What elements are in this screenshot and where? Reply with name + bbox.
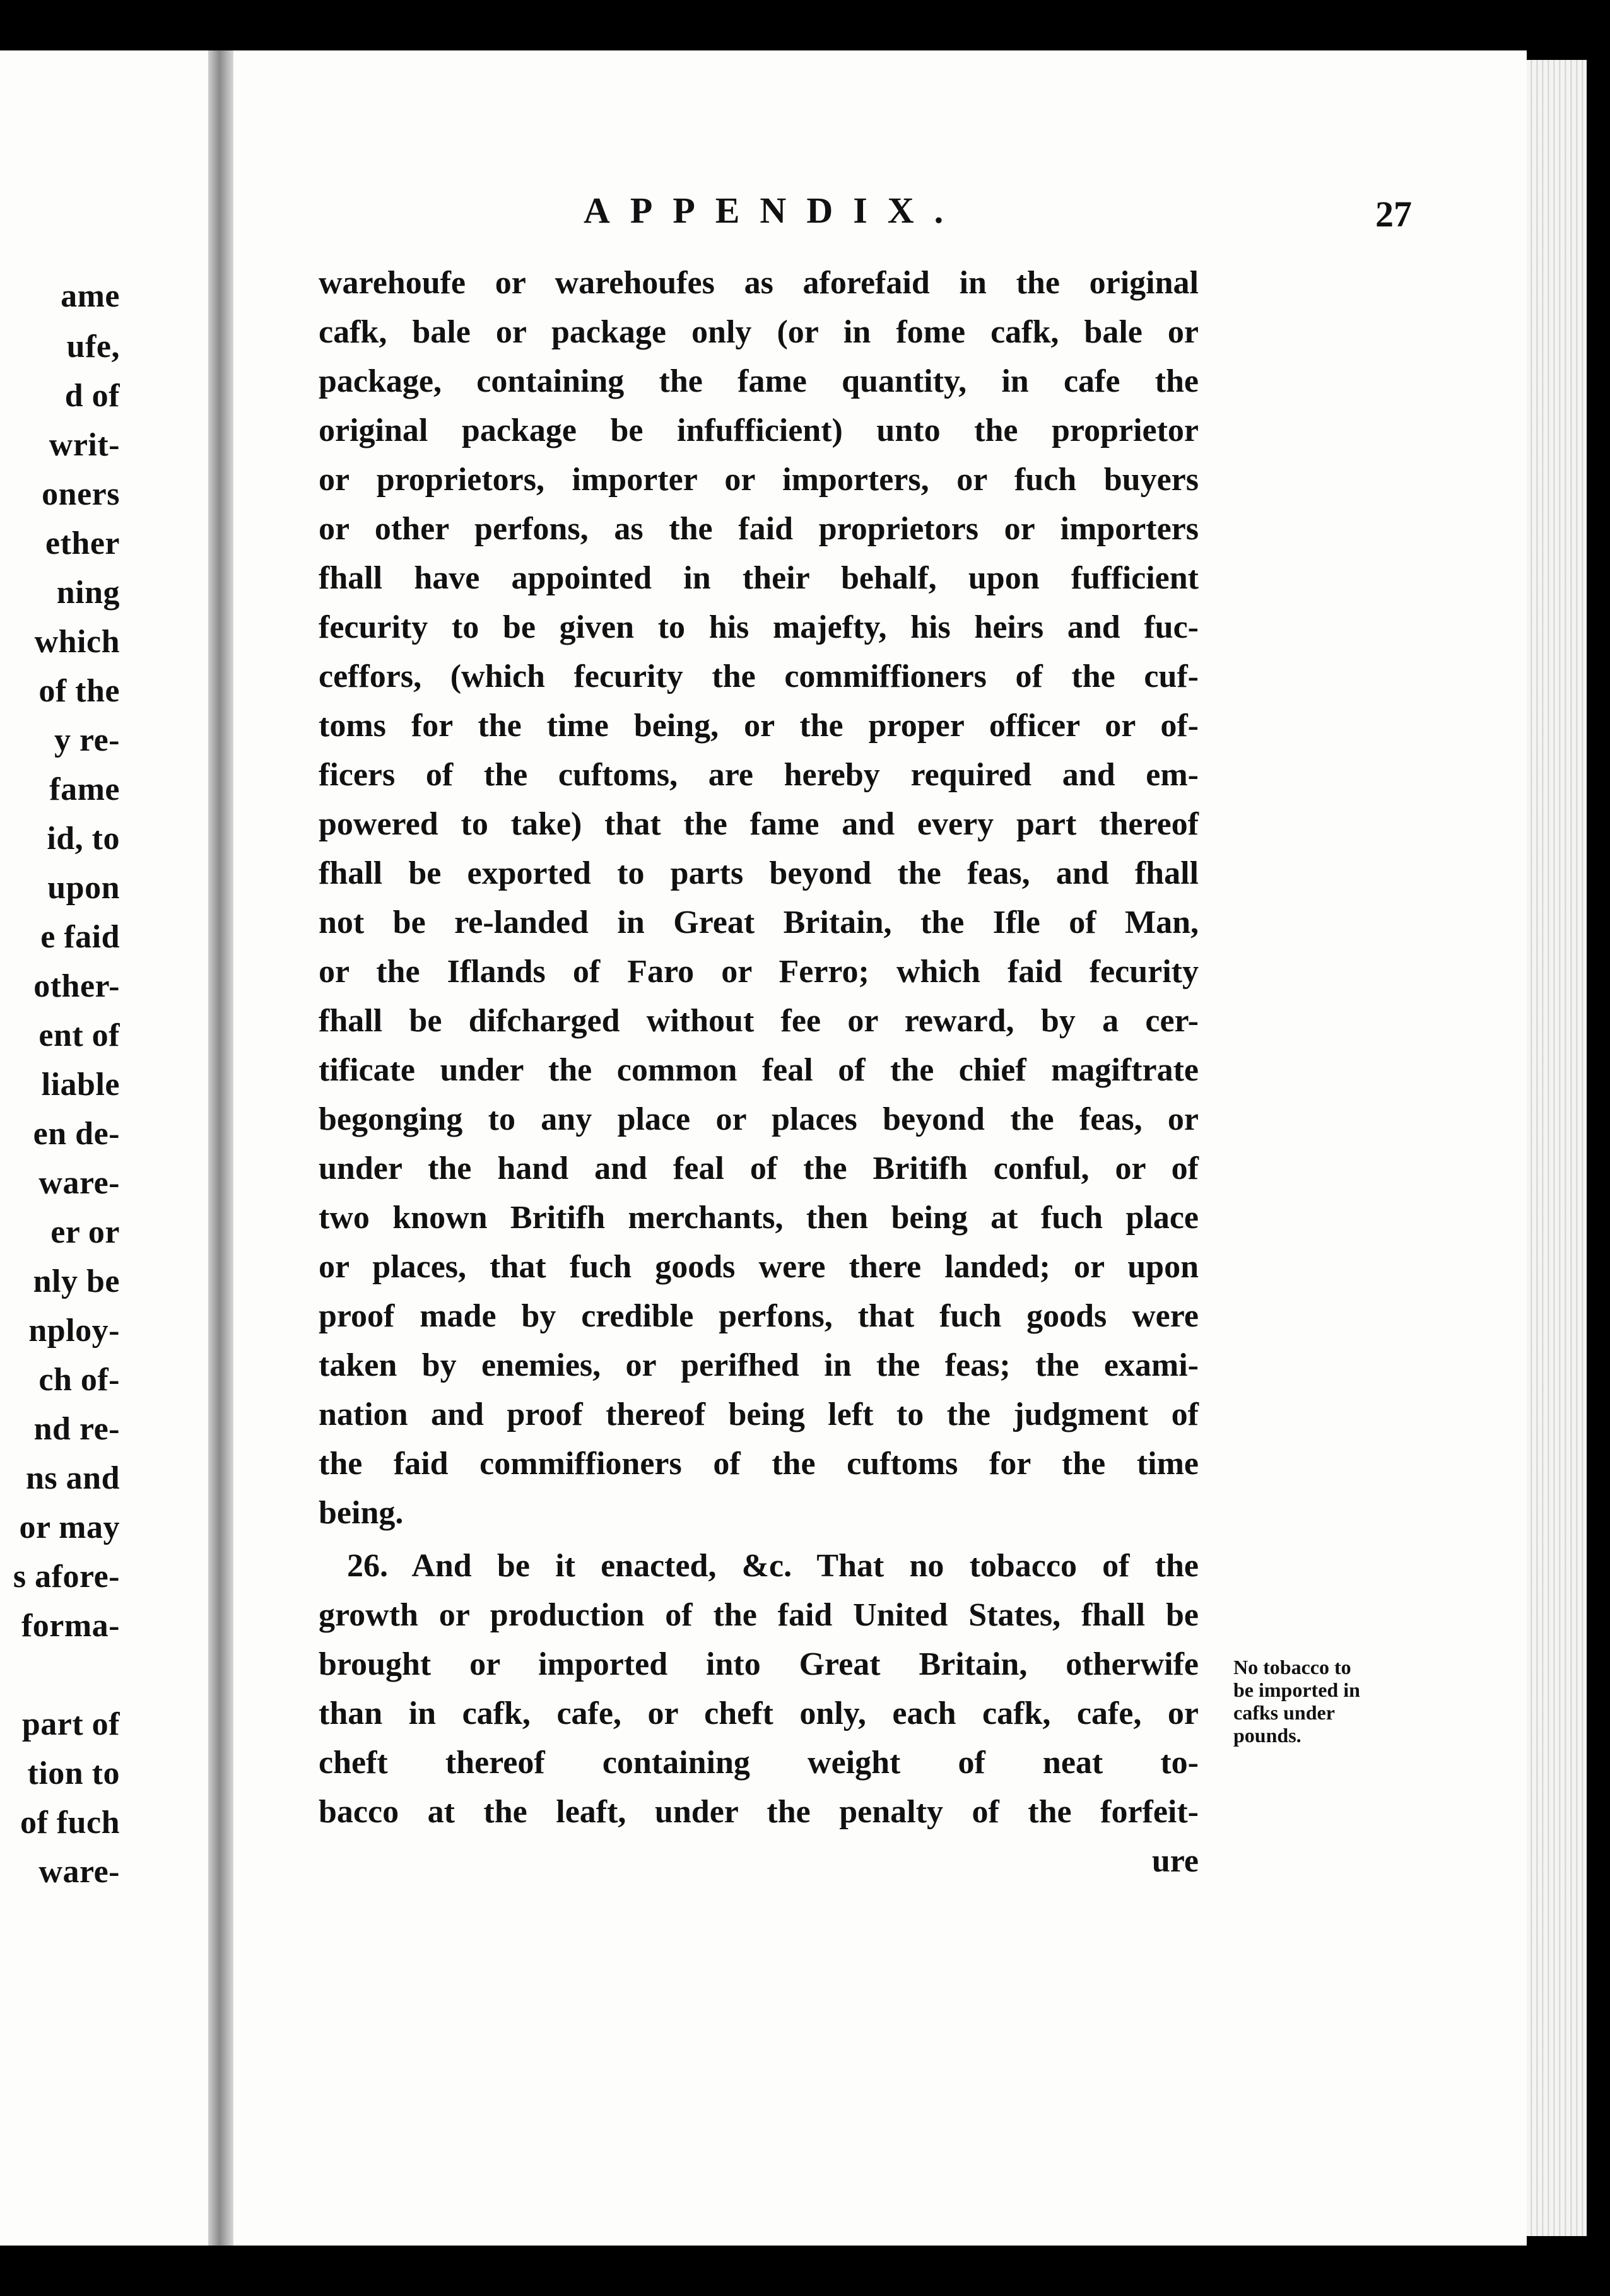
text-line: fhall be exported to parts beyond the feas, and fhall xyxy=(319,855,1199,891)
left-page-line: ufe, xyxy=(66,329,120,365)
text-line: than in cafk, cafe, or cheft only, each cafk, cafe, or xyxy=(319,1696,1199,1731)
text-line: toms for the time being, or the proper officer or of- xyxy=(319,708,1199,744)
left-page-line: or may xyxy=(19,1509,120,1545)
left-page-line: e faid xyxy=(40,919,120,955)
text-line: or places, that fuch goods were there landed; or upon xyxy=(319,1249,1199,1285)
page-number: 27 xyxy=(1375,194,1412,235)
book-gutter xyxy=(208,50,233,2246)
text-line: 26. And be it enacted, &c. That no tobacco of the xyxy=(347,1548,1199,1584)
text-line: being. xyxy=(319,1495,404,1531)
left-page-line: other- xyxy=(33,968,120,1004)
text-line: or proprietors, importer or importers, or fuch buyers xyxy=(319,462,1199,498)
text-line: begonging to any place or places beyond the feas, or xyxy=(319,1101,1199,1137)
facing-left-page xyxy=(0,50,208,2246)
left-page-line: upon xyxy=(47,870,120,906)
left-page-line: which xyxy=(34,624,120,660)
left-page-line: nploy- xyxy=(28,1313,120,1349)
marginal-note xyxy=(1233,1656,1442,1747)
text-line: fhall be difcharged without fee or reward, by a cer- xyxy=(319,1003,1199,1039)
left-page-line: oners xyxy=(42,476,120,512)
text-line: bacco at the leaft, under the penalty of the forfeit- xyxy=(319,1794,1199,1830)
running-head xyxy=(233,189,1527,246)
text-line: taken by enemies, or perifhed in the feas; the exami- xyxy=(319,1347,1199,1383)
text-line: warehoufe or warehoufes as aforefaid in the original xyxy=(319,265,1199,301)
text-line: under the hand and feal of the Britifh conful, or of xyxy=(319,1151,1199,1186)
left-page-line: d of xyxy=(64,378,120,414)
left-page-line: nly be xyxy=(33,1263,120,1299)
left-page-line: writ- xyxy=(49,427,120,463)
text-line: ceffors, (which fecurity the commiffioners of the cuf- xyxy=(319,659,1199,694)
left-page-line: of the xyxy=(38,673,120,709)
left-page-line: ether xyxy=(45,525,120,561)
left-page-line: nd re- xyxy=(33,1411,120,1447)
left-page-line: en de- xyxy=(33,1116,120,1152)
page-edges xyxy=(1527,60,1587,2236)
left-page-line: tion to xyxy=(27,1755,120,1791)
text-line: fhall have appointed in their behalf, upon fufficient xyxy=(319,560,1199,596)
text-line: not be re-landed in Great Britain, the Ifle of Man, xyxy=(319,905,1199,940)
right-page xyxy=(233,50,1527,2246)
text-line: or other perfons, as the faid proprietors or importers xyxy=(319,511,1199,547)
left-page-line: forma- xyxy=(21,1608,120,1644)
text-line: two known Britifh merchants, then being at fuch place xyxy=(319,1200,1199,1236)
running-title: APPENDIX. xyxy=(584,190,964,231)
marginal-note-line: be imported in xyxy=(1233,1678,1360,1701)
left-page-line: ch of- xyxy=(38,1362,120,1398)
text-line: the faid commiffioners of the cuftoms for the time xyxy=(319,1446,1199,1482)
left-page-line: id, to xyxy=(47,821,120,857)
marginal-note-line: No tobacco to xyxy=(1233,1656,1351,1678)
left-page-line: of fuch xyxy=(20,1805,120,1841)
text-line: proof made by credible perfons, that fuch goods were xyxy=(319,1298,1199,1334)
left-page-line: ent of xyxy=(38,1017,120,1053)
left-page-line: s afore- xyxy=(13,1559,120,1595)
left-page-line: y re- xyxy=(54,722,120,758)
left-page-line: liable xyxy=(41,1067,120,1103)
text-line: nation and proof thereof being left to the judgment of xyxy=(319,1397,1199,1432)
text-line: fecurity to be given to his majefty, his heirs and fuc- xyxy=(319,609,1199,645)
left-page-line: ware- xyxy=(38,1854,120,1890)
left-page-line: ns and xyxy=(26,1460,120,1496)
text-line: package, containing the fame quantity, in cafe the xyxy=(319,363,1199,399)
left-page-line: ame xyxy=(61,278,120,314)
text-line: tificate under the common feal of the chief magiftrate xyxy=(319,1052,1199,1088)
marginal-note-line: pounds. xyxy=(1233,1724,1302,1747)
text-line: or the Iflands of Faro or Ferro; which faid fecurity xyxy=(319,954,1199,990)
text-line: ficers of the cuftoms, are hereby required and em- xyxy=(319,757,1199,793)
left-page-line: ware- xyxy=(38,1165,120,1201)
left-page-line: fame xyxy=(49,771,120,807)
marginal-note-line: cafks under xyxy=(1233,1701,1335,1724)
catchword: ure xyxy=(1151,1843,1199,1879)
text-line: cheft thereof containing weight of neat to- xyxy=(319,1745,1199,1781)
text-line: powered to take) that the fame and every part thereof xyxy=(319,806,1199,842)
text-line: growth or production of the faid United States, fhall be xyxy=(319,1597,1199,1633)
text-line: cafk, bale or package only (or in fome cafk, bale or xyxy=(319,314,1199,350)
left-page-line: part of xyxy=(21,1706,120,1742)
left-page-line: er or xyxy=(50,1214,120,1250)
text-line: brought or imported into Great Britain, otherwife xyxy=(319,1646,1199,1682)
text-line: original package be infufficient) unto the proprietor xyxy=(319,413,1199,448)
left-page-line: ning xyxy=(56,575,120,611)
